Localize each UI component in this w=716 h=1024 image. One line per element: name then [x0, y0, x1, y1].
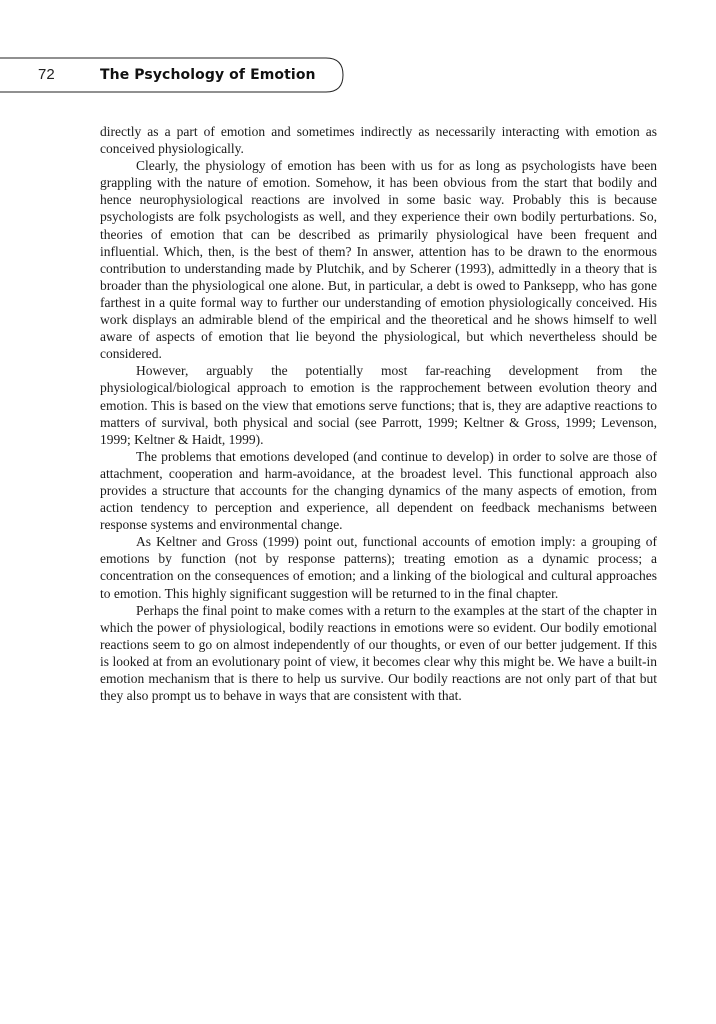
paragraph: Perhaps the final point to make comes with a return to the examples at the start of the chapter in which the power of physiological, bodily reactions in emotions were so evident. Our bodily emotional reactions seem to go on almost independently of our thoughts, or even of our better judgement. If this is looked at from an evolutionary point of view, it becomes clear why this might be. We have a built-in emotion mechanism that is there to help us survive. Our bodily reactions are not only part of that but they also prompt us to behave in ways that are consistent with that. [100, 602, 657, 704]
paragraph: Clearly, the physiology of emotion has been with us for as long as psychologists have been grappling with the nature of emotion. Somehow, it has been obvious from the start that bodily and hence neurophysiological reactions are involved in some basic way. Probably this is because psychologists are folk psychologists as well, and they experience their own bodily perturbations. So, theories of emotion that can be described as primarily physiological have been frequent and influential. Which, then, is the best of them? In answer, attention has to be drawn to the enormous contribution to understanding made by Plutchik, and by Scherer (1993), admittedly in a theory that is broader than the physiological one alone. But, in particular, a debt is owed to Panksepp, who has gone farthest in a quite formal way to further our understanding of emotion physiologically conceived. His work displays an admirable blend of the empirical and the theoretical and he shows himself to well aware of aspects of emotion that lie beyond the physiological, but which nevertheless should be considered. [100, 158, 657, 362]
page-number: 72 [38, 66, 55, 83]
paragraph: As Keltner and Gross (1999) point out, functional accounts of emotion imply: a grouping of emotions by function (not by response patterns); treating emotion as a dynamic process; a concentration on the consequences of emotion; and a linking of the biological and cultural approaches to emotion. This highly significant suggestion will be returned to in the final chapter. [100, 534, 657, 601]
chapter-title: The Psychology of Emotion [100, 67, 316, 83]
body-text [100, 123, 657, 704]
paragraph: However, arguably the potentially most far-reaching development from the physiological/biological approach to emotion is the rapprochement between evolution theory and emotion. This is based on the view that emotions serve functions; that is, they are adaptive reactions to matters of survival, both physical and social (see Parrott, 1999; Keltner & Gross, 1999; Levenson, 1999; Keltner & Haidt, 1999). [100, 363, 657, 447]
running-head [0, 56, 716, 96]
paragraph: The problems that emotions developed (and continue to develop) in order to solve are those of attachment, cooperation and harm-avoidance, at the broadest level. This functional approach also provides a structure that accounts for the changing dynamics of the many aspects of emotion, from action tendency to perception and experience, all dependent on feedback mechanisms between response systems and environmental change. [100, 448, 657, 533]
paragraph: directly as a part of emotion and sometimes indirectly as necessarily interacting with emotion as conceived physiologically. [100, 124, 657, 157]
